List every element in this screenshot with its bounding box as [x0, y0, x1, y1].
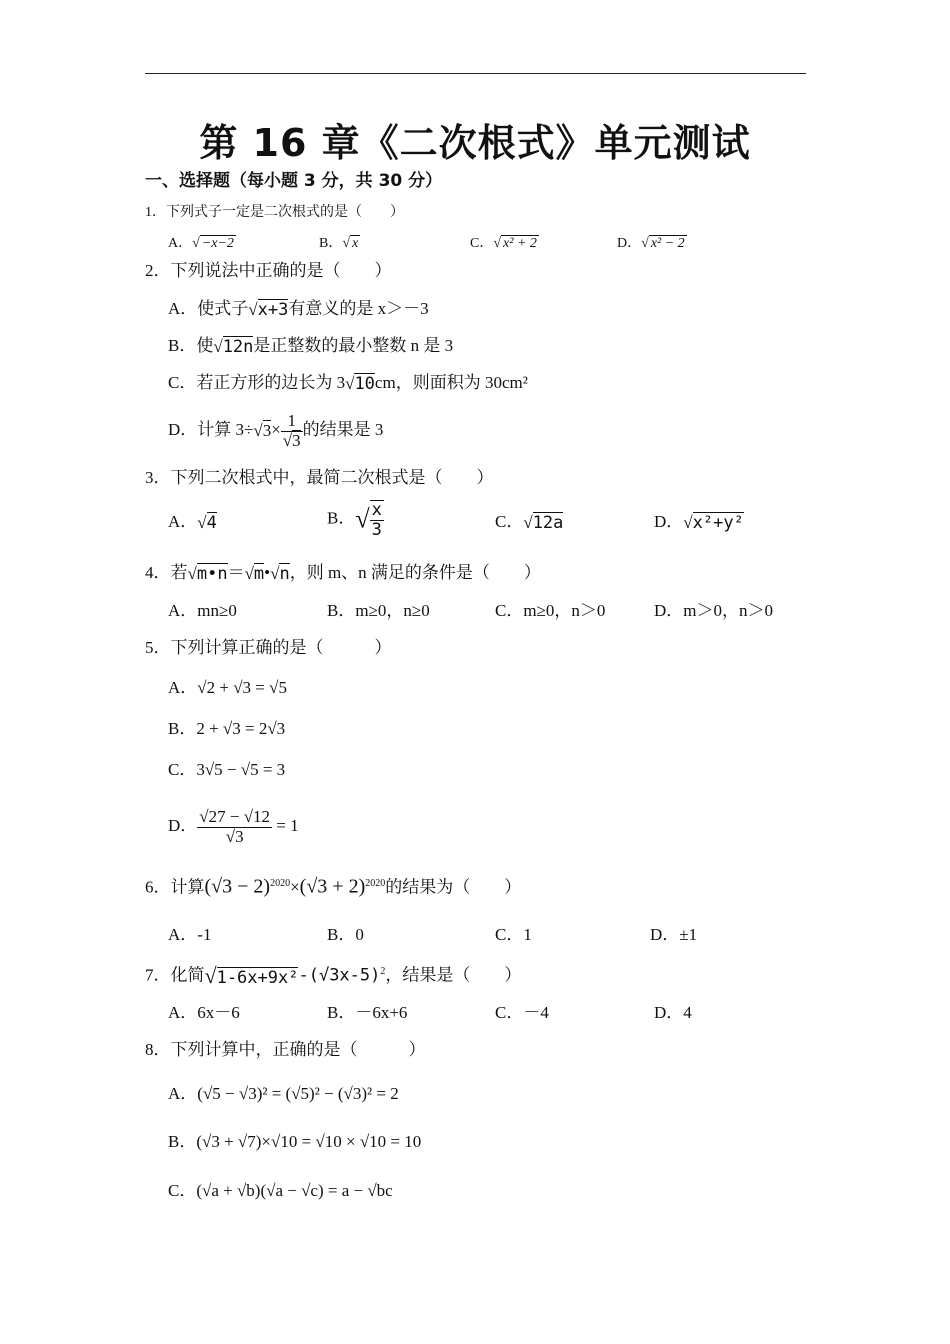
q7-option-b: B．－6x+6	[327, 1003, 408, 1022]
q2-option-c	[168, 371, 528, 396]
q6-option-c: C．1	[495, 925, 532, 944]
q4-option-a: A．mn≥0	[168, 601, 237, 620]
option-expr: 3√5 − √5 = 3	[196, 760, 286, 779]
radical: √4	[197, 513, 217, 534]
q8-option-b	[168, 1130, 421, 1154]
radical: √ x	[342, 235, 359, 251]
option-expr: √2 + √3 = √5	[197, 678, 287, 697]
fraction: $\frac{1}{√3}$	[282, 410, 301, 450]
equals-sign: ＝	[227, 563, 245, 582]
fraction: $\frac{x}{3}$	[371, 500, 382, 540]
option-expr: (√5 − √3)² = (√5)² − (√3)² = 2	[197, 1084, 399, 1103]
option-label: A．	[168, 512, 198, 531]
option-label: B．	[168, 1132, 197, 1151]
q8-stem: 8．下列计算中，正确的是（ ）	[145, 1040, 426, 1059]
option-label: C．	[168, 760, 197, 779]
option-label: D．	[617, 236, 642, 251]
q4-option-c: C．m≥0，n＞0	[495, 601, 606, 620]
option-expr: (√a + √b)(√a − √c) = a − √bc	[196, 1181, 393, 1200]
q1-stem: 1．下列式子一定是二次根式的是（ ）	[145, 205, 404, 220]
option-expr: (√3 + √7)×√10 = √10 × √10 = 10	[196, 1132, 422, 1151]
option-label: A．	[168, 236, 193, 251]
option-text: 有意义的是 x＞－3	[288, 299, 429, 318]
fraction: $\frac{√27 - √12}{√3}$	[199, 806, 271, 846]
option-label: C．	[168, 1181, 197, 1200]
section-heading: 一、选择题（每小题 3 分，共 30 分）	[145, 171, 443, 191]
option-label: D．	[168, 816, 198, 835]
q2-stem: 2．下列说法中正确的是（ ）	[145, 261, 392, 280]
stem-text: ，则 m、n 满足的条件是（ ）	[289, 563, 541, 582]
exponent: 2	[380, 966, 386, 977]
q4-option-b: B．m≥0，n≥0	[327, 601, 430, 620]
option-label: D．	[654, 512, 684, 531]
q8-option-a	[168, 1082, 399, 1106]
option-expr: = 1	[276, 816, 299, 835]
q5-option-a	[168, 676, 287, 700]
q5-stem: 5．下列计算正确的是（ ）	[145, 638, 392, 657]
q2-option-a	[168, 297, 429, 322]
q5-option-d	[168, 802, 299, 850]
radical: √ x² − 2	[641, 235, 685, 251]
header-rule	[145, 73, 806, 74]
dot-sign: •	[264, 563, 271, 582]
radical: √10	[345, 374, 375, 395]
q3-option-b: B．√ $\frac{x}{3}$	[327, 500, 382, 540]
q2-option-d	[168, 410, 383, 451]
q7-option-c: C．－4	[495, 1003, 549, 1022]
stem-text: 7．化简	[145, 965, 205, 985]
q4-option-d: D．m＞0，n＞0	[654, 601, 773, 620]
radical: √1-6x+9x²	[204, 962, 299, 988]
option-text: cm，则面积为 30cm²	[374, 373, 528, 392]
option-label: A．	[168, 1084, 198, 1103]
q3-option-a	[168, 507, 217, 533]
q3-option-c	[495, 507, 563, 533]
q1-option-a	[168, 232, 236, 252]
radical: √ −x−2	[192, 235, 234, 251]
q4-stem	[145, 561, 541, 586]
option-label: A．	[168, 678, 198, 697]
math-expr: (√3 − 2)	[204, 875, 271, 898]
stem-text: ，结果是（ ）	[385, 965, 522, 985]
option-text: 是正整数的最小整数 n 是 3	[253, 336, 454, 355]
q7-option-d: D．4	[654, 1003, 692, 1022]
q5-option-c	[168, 758, 285, 782]
stem-text: 的结果为（ ）	[385, 877, 522, 897]
q6-option-b: B．0	[327, 925, 364, 944]
option-label: B．	[319, 236, 343, 251]
stem-text: 6．计算	[145, 877, 205, 897]
times-sign: ×	[290, 877, 300, 897]
q6-option-a: A．-1	[168, 925, 212, 944]
q8-option-c	[168, 1179, 393, 1203]
option-expr: 2 + √3 = 2√3	[196, 719, 286, 738]
radical: √12n	[213, 337, 254, 358]
option-text: B．使	[168, 336, 214, 355]
q6-option-d: D．±1	[650, 925, 698, 944]
radical: √m•n	[187, 564, 228, 585]
option-label: B．	[168, 719, 197, 738]
q5-option-b	[168, 717, 285, 741]
radical: √3	[253, 421, 272, 441]
minus-sign: -	[298, 965, 309, 986]
math-expr: (√3 + 2)	[299, 875, 366, 898]
radical: √x+3	[248, 300, 289, 321]
q7-stem	[145, 960, 521, 990]
q3-stem: 3．下列二次根式中，最简二次根式是（ ）	[145, 468, 494, 487]
q1-option-c	[470, 232, 539, 252]
radical: √n	[270, 564, 290, 585]
option-label: C．	[470, 236, 494, 251]
option-label: C．	[495, 512, 524, 531]
option-text: A．使式子	[168, 299, 249, 318]
exponent: 2020	[270, 878, 291, 889]
stem-text: 4．若	[145, 563, 188, 582]
option-text: D．计算 3÷	[168, 420, 254, 439]
radical: √12a	[523, 513, 564, 534]
page-title: 第 16 章《二次根式》单元测试	[199, 121, 751, 165]
option-text: C．若正方形的边长为 3	[168, 373, 346, 392]
radical: √ x² + 2	[493, 235, 537, 251]
q3-option-d	[654, 507, 744, 533]
math-expr: (√3x-5)	[308, 965, 381, 986]
q1-option-b	[319, 232, 360, 252]
times-sign: ×	[271, 420, 281, 439]
option-label: B．	[327, 508, 356, 528]
radical: √x²+y²	[683, 513, 744, 534]
q2-option-b	[168, 334, 453, 359]
exponent: 2020	[365, 878, 386, 889]
q7-option-a: A．6x－6	[168, 1003, 240, 1022]
radical: √m	[244, 564, 265, 585]
option-text: 的结果是 3	[302, 420, 384, 439]
q1-option-d	[617, 232, 687, 252]
q6-stem	[145, 872, 521, 900]
